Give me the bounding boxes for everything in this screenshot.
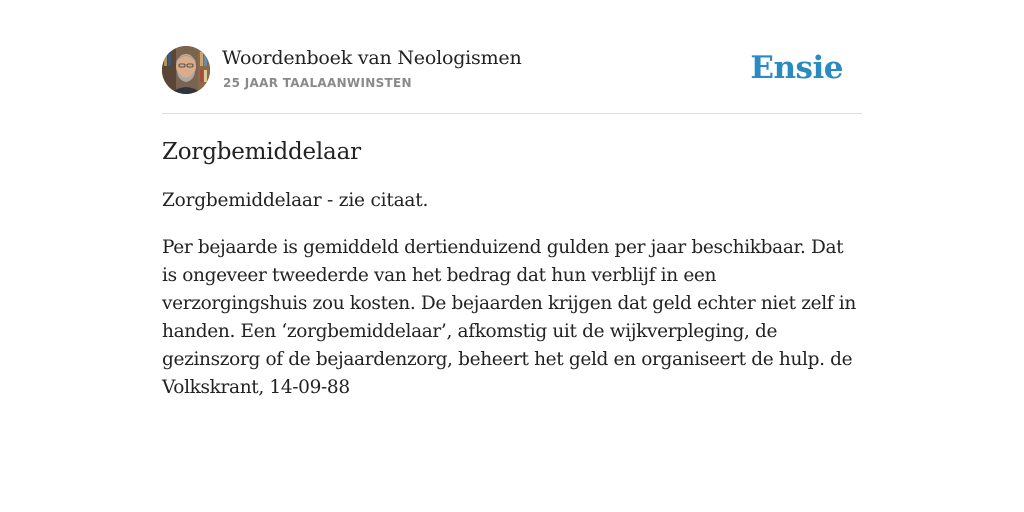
author-avatar[interactable] bbox=[162, 46, 210, 94]
entry-quote: Per bejaarde is gemiddeld dertienduizend gulden per jaar beschikbaar. Dat is ongeveer tweederde van het bedrag dat hun verblijf in een verzorgingshuis zou kosten. De bejaarden krijgen dat geld echter niet zelf in handen. Een ‘zorgbemiddelaar’, afkomstig uit de wijkverpleging, de gezinszorg of de bejaardenzorg, beheert het geld en organiseert de hulp. de Volkskrant, 14-09-88 bbox=[162, 237, 856, 398]
entry-definition: Zorgbemiddelaar - zie citaat. bbox=[162, 190, 429, 211]
entry-title: Zorgbemiddelaar bbox=[162, 139, 361, 165]
site-header bbox=[162, 46, 862, 114]
brand-logo[interactable]: Ensie bbox=[750, 50, 843, 86]
page-container bbox=[162, 46, 862, 402]
site-title[interactable]: Woordenboek van Neologismen bbox=[222, 47, 522, 69]
site-subtitle: 25 JAAR TAALAANWINSTEN bbox=[223, 76, 412, 90]
